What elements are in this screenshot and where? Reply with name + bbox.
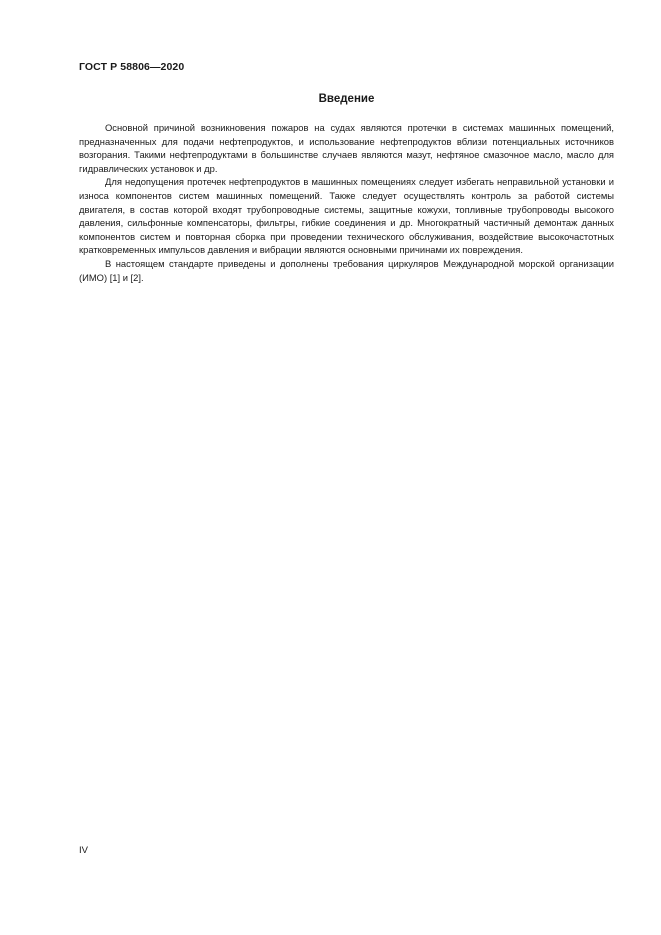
- paragraph: В настоящем стандарте приведены и дополнены требования циркуляров Международной морской организации (ИМО) [1] и [2].: [79, 257, 614, 283]
- section-title: Введение: [318, 93, 375, 105]
- paragraph: Основной причиной возникновения пожаров на судах являются протечки в системах машинных помещений, предназначенных для подачи нефтепродуктов, и использование нефтепродуктов вблизи потенциальных источников возгорания. Такими нефтепродуктами в большинстве случаев являются мазут, нефтяное смазочное масло, масло для гидравлических установок и др.: [79, 122, 614, 174]
- document-code-header: ГОСТ Р 58806—2020: [79, 61, 185, 73]
- introduction-body: [79, 121, 614, 284]
- paragraph: Для недопущения протечек нефтепродуктов в машинных помещениях следует избегать неправильной установки и износа компонентов систем машинных помещений. Также следует осуществлять контроль за работой системы двигателя, в состав которой входят трубопроводные системы, защитные кожухи, топливные трубопроводы высокого давления, сильфонные компенсаторы, фильтры, гибкие соединения и др. Многократный частичный демонтаж данных компонентов систем и повторная сборка при проведении технического обслуживания, воздействие высокочастотных кратковременных импульсов давления и вибрации являются основными причинами их повреждения.: [79, 176, 614, 256]
- page-number: IV: [79, 845, 88, 856]
